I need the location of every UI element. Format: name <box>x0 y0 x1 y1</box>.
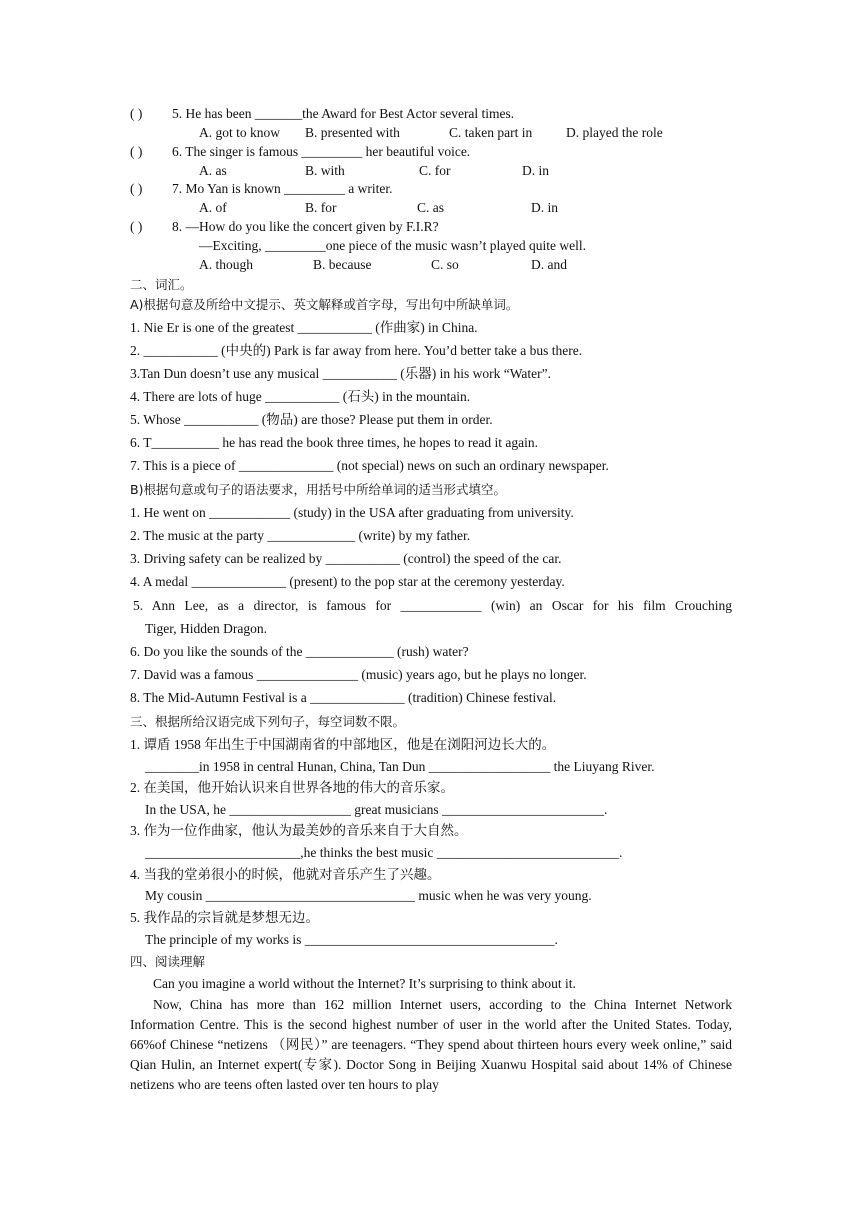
reading-paragraph-1: Can you imagine a world without the Internet? It’s surprising to think about it. <box>153 976 576 991</box>
translation-4-chinese: 4. 当我的堂弟很小的时候，他就对音乐产生了兴趣。 <box>130 867 441 882</box>
vocab-b-item-1: 1. He went on ____________ (study) in the USA after graduating from university. <box>130 505 574 520</box>
answer-parenthesis: ( ) <box>130 181 143 196</box>
translation-2-english: In the USA, he __________________ great musicians ________________________. <box>145 802 608 817</box>
vocab-b-item-5-cont: Tiger, Hidden Dragon. <box>145 621 267 636</box>
question-text: 6. The singer is famous _________ her beautiful voice. <box>172 144 471 159</box>
option-a: A. though <box>199 257 253 272</box>
section-2a-instructions: A)根据句意及所给中文提示、英文解释或首字母，写出句中所缺单词。 <box>130 297 519 312</box>
vocab-b-item-2: 2. The music at the party _____________ (write) by my father. <box>130 528 471 543</box>
option-b: B. presented with <box>305 125 400 140</box>
option-c: C. for <box>419 163 451 178</box>
option-d: D. and <box>531 257 567 272</box>
mc-question-6 <box>130 143 732 161</box>
vocab-b-item-8: 8. The Mid-Autumn Festival is a ______________ (tradition) Chinese festival. <box>130 690 557 705</box>
vocab-b-item-3: 3. Driving safety can be realized by ___________ (control) the speed of the car. <box>130 551 562 566</box>
question-text: 5. He has been _______the Award for Best Actor several times. <box>172 106 515 121</box>
translation-1-english: ________in 1958 in central Hunan, China, Tan Dun __________________ the Liuyang River. <box>145 759 655 774</box>
translation-3-english: _______________________,he thinks the best music ___________________________. <box>145 845 623 860</box>
section-2-title: 二、词汇。 <box>130 277 193 292</box>
reading-paragraph-2: Now, China has more than 162 million Internet users, according to the China Internet Network Information Centre. This is the second highest number of user in the world after the United States. Today, 66%of Chinese “netizens （网民）” are teenagers. “They spend about thirteen hours every week online,” said Qian Hulin, an Internet expert(专家). Doctor Song in Beijing Xuanwu Hospital said about 14% of Chinese netizens who are teens often lasted over ten hours to play <box>130 997 732 1092</box>
option-c: C. taken part in <box>449 125 533 140</box>
answer-parenthesis: ( ) <box>130 219 143 234</box>
section-4-title: 四、阅读理解 <box>130 954 206 969</box>
option-b: B. with <box>305 163 345 178</box>
vocab-b-item-5: 5. Ann Lee, as a director, is famous for ____________ (win) an Oscar for his film Crouching <box>133 598 732 613</box>
option-d: D. in <box>522 163 549 178</box>
translation-1-chinese: 1. 谭盾 1958 年出生于中国湖南省的中部地区，他是在浏阳河边长大的。 <box>130 737 556 752</box>
option-d: D. in <box>531 200 558 215</box>
option-c: C. as <box>417 200 444 215</box>
vocab-a-item-4: 4. There are lots of huge ___________ (石头) in the mountain. <box>130 389 471 404</box>
vocab-a-item-1: 1. Nie Er is one of the greatest ___________ (作曲家) in China. <box>130 320 478 335</box>
section-2b-instructions: B)根据句意或句子的语法要求，用括号中所给单词的适当形式填空。 <box>130 482 506 497</box>
option-b: B. for <box>305 200 337 215</box>
vocab-a-item-2: 2. ___________ (中央的) Park is far away from here. You’d better take a bus there. <box>130 343 583 358</box>
translation-5-chinese: 5. 我作品的宗旨就是梦想无边。 <box>130 910 319 925</box>
answer-parenthesis: ( ) <box>130 144 143 159</box>
vocab-b-item-7: 7. David was a famous _______________ (music) years ago, but he plays no longer. <box>130 667 587 682</box>
vocab-a-item-6: 6. T__________ he has read the book three times, he hopes to read it again. <box>130 435 539 450</box>
vocab-a-item-7: 7. This is a piece of ______________ (not special) news on such an ordinary newspaper. <box>130 458 609 473</box>
option-a: A. of <box>199 200 227 215</box>
question-line-2: —Exciting, _________one piece of the music wasn’t played quite well. <box>199 238 587 253</box>
option-d: D. played the role <box>566 125 663 140</box>
option-a: A. as <box>199 163 227 178</box>
option-b: B. because <box>313 257 372 272</box>
translation-4-english: My cousin _______________________________ music when he was very young. <box>145 888 592 903</box>
section-3-title: 三、根据所给汉语完成下列句子，每空词数不限。 <box>130 714 406 729</box>
mc-question-8 <box>130 218 732 236</box>
translation-3-chinese: 3. 作为一位作曲家，他认为最美妙的音乐来自于大自然。 <box>130 823 468 838</box>
option-a: A. got to know <box>199 125 280 140</box>
translation-5-english: The principle of my works is _____________________________________. <box>145 932 558 947</box>
question-text: 7. Mo Yan is known _________ a writer. <box>172 181 393 196</box>
vocab-a-item-5: 5. Whose ___________ (物品) are those? Please put them in order. <box>130 412 493 427</box>
vocab-b-item-6: 6. Do you like the sounds of the _____________ (rush) water? <box>130 644 469 659</box>
mc-question-5 <box>130 105 732 123</box>
question-text: 8. —How do you like the concert given by F.I.R? <box>172 219 439 234</box>
vocab-b-item-4: 4. A medal ______________ (present) to the pop star at the ceremony yesterday. <box>130 574 565 589</box>
translation-2-chinese: 2. 在美国，他开始认识来自世界各地的伟大的音乐家。 <box>130 780 454 795</box>
vocab-a-item-3: 3.Tan Dun doesn’t use any musical ___________ (乐器) in his work “Water”. <box>130 366 552 381</box>
mc-question-7 <box>130 180 732 198</box>
option-c: C. so <box>431 257 459 272</box>
answer-parenthesis: ( ) <box>130 106 143 121</box>
